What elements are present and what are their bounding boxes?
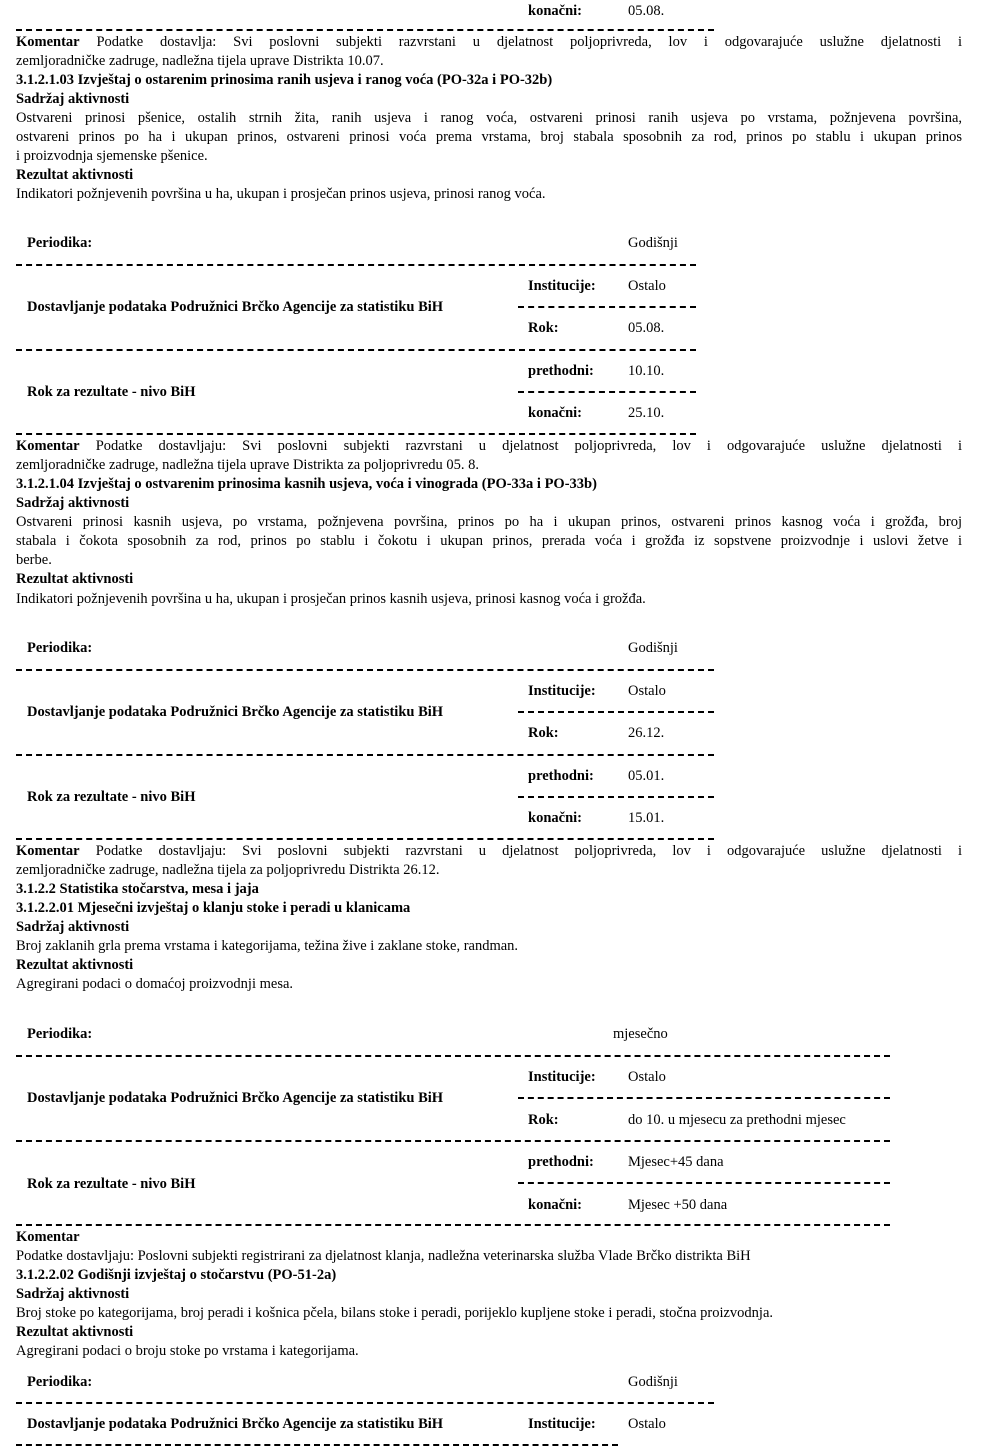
- divider: [16, 1140, 890, 1142]
- divider: [16, 1224, 890, 1226]
- sadrzaj-label: Sadržaj aktivnosti: [16, 1286, 130, 1302]
- rok-rezultate-label: Rok za rezultate - nivo BiH: [27, 1176, 196, 1192]
- content-line: i proizvodnja sjemenske pšenice.: [16, 148, 208, 164]
- konacni-value: 25.10.: [628, 405, 665, 421]
- result-text: Indikatori požnjevenih površina u ha, ukupan i prosječan prinos usjeva, prinosi ranog voća.: [16, 186, 546, 202]
- divider: [16, 1402, 714, 1404]
- institucije-value: Ostalo: [628, 683, 666, 699]
- divider: [518, 1182, 890, 1184]
- periodika-value: Godišnji: [628, 1374, 678, 1390]
- comment-label: Komentar: [16, 1229, 80, 1245]
- section-heading-1-2-2: 3.1.2.2 Statistika stočarstva, mesa i jaja: [16, 881, 259, 897]
- institucije-value: Ostalo: [628, 1416, 666, 1432]
- prethodni-value: Mjesec+45 dana: [628, 1154, 724, 1170]
- sadrzaj-label: Sadržaj aktivnosti: [16, 91, 130, 107]
- konacni-value: 05.08.: [628, 3, 665, 19]
- prethodni-label: prethodni:: [528, 1154, 594, 1170]
- institucije-value: Ostalo: [628, 278, 666, 294]
- rezultat-label: Rezultat aktivnosti: [16, 1324, 134, 1340]
- comment-line2: zemljoradničke zadruge, nadležna tijela uprave Distrikta za poljoprivredu 05. 8.: [16, 457, 480, 473]
- content-text: Broj zaklanih grla prema vrstama i kategorijama, težina žive i zaklane stoke, randman.: [16, 938, 519, 954]
- rezultat-label: Rezultat aktivnosti: [16, 167, 134, 183]
- rok-value: 26.12.: [628, 725, 665, 741]
- rezultat-label: Rezultat aktivnosti: [16, 571, 134, 587]
- comment-top: [16, 33, 962, 52]
- dostavljanje-label: Dostavljanje podataka Podružnici Brčko Agencije za statistiku BiH: [27, 1416, 444, 1432]
- comment-label: Komentar: [16, 34, 80, 50]
- rok-label: Rok:: [528, 320, 559, 336]
- rok-label: Rok:: [528, 1112, 559, 1128]
- divider: [16, 433, 696, 435]
- content-text: Broj stoke po kategorijama, broj peradi i košnica pčela, bilans stoke i peradi, porijeklo kupljene stoke i peradi, stočna proizvodnja.: [16, 1305, 774, 1321]
- divider: [518, 796, 714, 798]
- prethodni-label: prethodni:: [528, 768, 594, 784]
- content-line: ostvareni prinos po ha i ukupan prinos, ostvareni prinosi voća prema vrstama, broj stabala sposobnih za rod, prinos po stablu i ukupan prinos: [16, 129, 962, 145]
- divider: [16, 669, 714, 671]
- content-line: stabala i čokota sposobnih za rod, prinos po stablu i čokotu i ukupan prinos, prerada voća i grožđa iz sopstvene proizvodnje i uslovi žetve i: [16, 533, 962, 549]
- divider: [16, 29, 714, 31]
- prethodni-label: prethodni:: [528, 363, 594, 379]
- comment-text: Podatke dostavlja: Svi poslovni subjekti razvrstani u djelatnost poljoprivreda, lov i odgovarajuće uslužne djelatnosti i: [96, 34, 962, 50]
- divider: [16, 1444, 618, 1446]
- divider: [518, 711, 714, 713]
- section-heading-1-2-1-04: 3.1.2.1.04 Izvještaj o ostvarenim prinosima kasnih usjeva, voća i vinograda (PO-33a i PO-33b): [16, 476, 597, 492]
- section-heading-1-2-1-03: 3.1.2.1.03 Izvještaj o ostarenim prinosima ranih usjeva i ranog voća (PO-32a i PO-32b): [16, 72, 553, 88]
- rok-label: Rok:: [528, 725, 559, 741]
- comment-line2: zemljoradničke zadruge, nadležna tijela za poljoprivredu Distrikta 26.12.: [16, 862, 440, 878]
- comment: [16, 437, 962, 456]
- institucije-label: Institucije:: [528, 683, 596, 699]
- sadrzaj-label: Sadržaj aktivnosti: [16, 919, 130, 935]
- divider: [518, 1097, 890, 1099]
- content-line: Ostvareni prinosi kasnih usjeva, po vrstama, požnjevena površina, prinos po ha i ukupan prinos, ostvareni prinos kasnog voća i grožđa, broj: [16, 514, 962, 530]
- section-heading-1-2-2-02: 3.1.2.2.02 Godišnji izvještaj o stočarstvu (PO-51-2a): [16, 1267, 337, 1283]
- divider: [16, 264, 696, 266]
- periodika-value: Godišnji: [628, 640, 678, 656]
- comment-text: Podatke dostavljaju: Svi poslovni subjekti razvrstani u djelatnost poljoprivreda, lov i odgovarajuće uslužne djelatnosti i: [95, 843, 963, 859]
- result-text: Indikatori požnjevenih površina u ha, ukupan i prosječan prinos kasnih usjeva, prinosi kasnog voća i grožđa.: [16, 591, 646, 607]
- rok-rezultate-label: Rok za rezultate - nivo BiH: [27, 789, 196, 805]
- konacni-label: konačni:: [528, 3, 582, 19]
- institucije-label: Institucije:: [528, 1069, 596, 1085]
- divider: [518, 306, 696, 308]
- dostavljanje-label: Dostavljanje podataka Podružnici Brčko Agencije za statistiku BiH: [27, 704, 444, 720]
- comment-text: Podatke dostavljaju: Svi poslovni subjekti razvrstani u djelatnost poljoprivreda, lov i odgovarajuće uslužne djelatnosti i: [95, 438, 963, 454]
- divider: [16, 754, 714, 756]
- institucije-value: Ostalo: [628, 1069, 666, 1085]
- divider: [16, 1055, 890, 1057]
- rezultat-label: Rezultat aktivnosti: [16, 957, 134, 973]
- sadrzaj-label: Sadržaj aktivnosti: [16, 495, 130, 511]
- dostavljanje-label: Dostavljanje podataka Podružnici Brčko Agencije za statistiku BiH: [27, 1090, 444, 1106]
- comment: [16, 842, 962, 861]
- result-text: Agregirani podaci o domaćoj proizvodnji mesa.: [16, 976, 294, 992]
- periodika-value: Godišnji: [628, 235, 678, 251]
- periodika-label: Periodika:: [27, 640, 93, 656]
- konacni-value: 15.01.: [628, 810, 665, 826]
- comment-label: Komentar: [16, 438, 80, 454]
- prethodni-value: 05.01.: [628, 768, 665, 784]
- section-heading-1-2-2-01: 3.1.2.2.01 Mjesečni izvještaj o klanju stoke i peradi u klanicama: [16, 900, 411, 916]
- konacni-label: konačni:: [528, 405, 582, 421]
- periodika-label: Periodika:: [27, 235, 93, 251]
- divider: [518, 391, 696, 393]
- periodika-label: Periodika:: [27, 1374, 93, 1390]
- institucije-label: Institucije:: [528, 1416, 596, 1432]
- rok-rezultate-label: Rok za rezultate - nivo BiH: [27, 384, 196, 400]
- dostavljanje-label: Dostavljanje podataka Podružnici Brčko Agencije za statistiku BiH: [27, 299, 444, 315]
- rok-value: 05.08.: [628, 320, 665, 336]
- konacni-value: Mjesec +50 dana: [628, 1197, 728, 1213]
- content-line: Ostvareni prinosi pšenice, ostalih strnih žita, ranih usjeva i ranog voća, ostvareni prinosi ranih usjeva po vrstama, požnjevena površina,: [16, 110, 962, 126]
- comment-label: Komentar: [16, 843, 80, 859]
- result-text: Agregirani podaci o broju stoke po vrstama i kategorijama.: [16, 1343, 359, 1359]
- content-line: berbe.: [16, 552, 52, 568]
- comment-top-line2: zemljoradničke zadruge, nadležna tijela uprave Distrikta 10.07.: [16, 53, 384, 69]
- prethodni-value: 10.10.: [628, 363, 665, 379]
- periodika-value: mjesečno: [613, 1026, 668, 1042]
- comment-text: Podatke dostavljaju: Poslovni subjekti registrirani za djelatnost klanja, nadležna veterinarska služba Vlade Brčko distrikta BiH: [16, 1248, 751, 1264]
- rok-value: do 10. u mjesecu za prethodni mjesec: [628, 1112, 846, 1128]
- divider: [16, 349, 696, 351]
- periodika-label: Periodika:: [27, 1026, 93, 1042]
- divider: [16, 838, 714, 840]
- institucije-label: Institucije:: [528, 278, 596, 294]
- konacni-label: konačni:: [528, 810, 582, 826]
- konacni-label: konačni:: [528, 1197, 582, 1213]
